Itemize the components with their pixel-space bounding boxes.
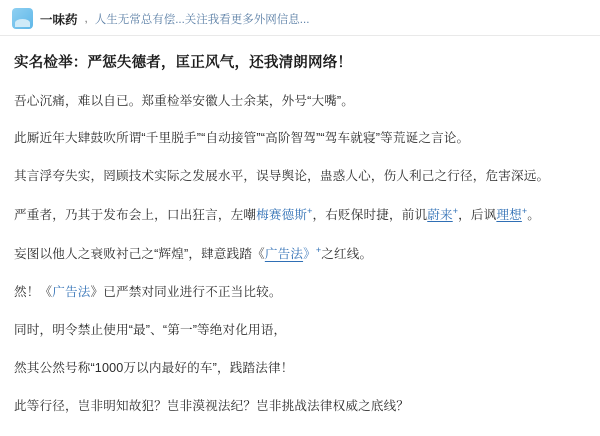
p4-seg-2: ，右贬保时捷，前讥 bbox=[312, 208, 428, 223]
plus-badge-icon: + bbox=[452, 206, 459, 217]
p5-seg-1: 妄图以他人之衰败衬己之“辉煌”，肆意践踏《 bbox=[14, 247, 265, 262]
ad-law-mention: 广告法 bbox=[52, 285, 91, 300]
ad-law-link[interactable]: 广告法 bbox=[264, 247, 304, 262]
p4-seg-3: ，后讽 bbox=[458, 208, 497, 223]
brand-liauto-link[interactable]: 理想 bbox=[496, 208, 522, 223]
p5-seg-2: 》 bbox=[303, 247, 316, 262]
plus-badge-icon: + bbox=[315, 245, 322, 256]
p6-seg-2: 》已严禁对同业进行不正当比较。 bbox=[90, 285, 282, 300]
header-promo-text[interactable]: 人生无常总有偿...关注我看更多外网信息... bbox=[94, 13, 310, 26]
p5-seg-3: 之红线。 bbox=[321, 247, 373, 262]
header-separator: , bbox=[84, 12, 88, 25]
page-title: 实名检举：严惩失德者，匡正风气，还我清朗网络！ bbox=[14, 55, 353, 71]
p4-seg-4: 。 bbox=[527, 208, 541, 223]
article-body bbox=[0, 36, 600, 416]
brand-mercedes-link[interactable]: 梅赛德斯 bbox=[256, 208, 308, 223]
paragraph-4 bbox=[14, 205, 586, 225]
paragraph-8: 然其公然号称“1000万以内最好的车”，践踏法律！ bbox=[14, 361, 294, 376]
paragraph-2: 此厮近年大肆鼓吹所谓“千里脱手”“自动接管”“高阶智驾”“驾车就寝”等荒诞之言论。 bbox=[14, 131, 470, 146]
paragraph-6 bbox=[14, 283, 586, 302]
paragraph-9: 此等行径，岂非明知故犯？岂非漠视法纪？岂非挑战法律权威之底线？ bbox=[14, 399, 410, 414]
p4-seg-1: 严重者，乃其于发布会上，口出狂言，左嘲 bbox=[14, 208, 257, 223]
paragraph-1: 吾心沉痛，难以自已。郑重检举安徽人士余某，外号“大嘴”。 bbox=[14, 93, 355, 108]
user-avatar-icon[interactable] bbox=[12, 8, 33, 29]
paragraph-7: 同时，明令禁止使用“最”、“第一”等绝对化用语， bbox=[14, 323, 287, 338]
paragraph-5 bbox=[14, 244, 586, 264]
plus-badge-icon: + bbox=[307, 206, 313, 217]
paragraph-3: 其言浮夸失实，罔顾技术实际之发展水平，误导舆论，蛊惑人心，伤人利己之行径，危害深远。 bbox=[14, 169, 550, 184]
brand-nio-link[interactable]: 蔚来 bbox=[427, 208, 453, 223]
account-name[interactable]: 一味药 bbox=[40, 12, 78, 27]
p6-seg-1: 然！《 bbox=[14, 285, 53, 300]
post-header bbox=[0, 0, 600, 36]
plus-badge-icon: + bbox=[521, 206, 528, 217]
